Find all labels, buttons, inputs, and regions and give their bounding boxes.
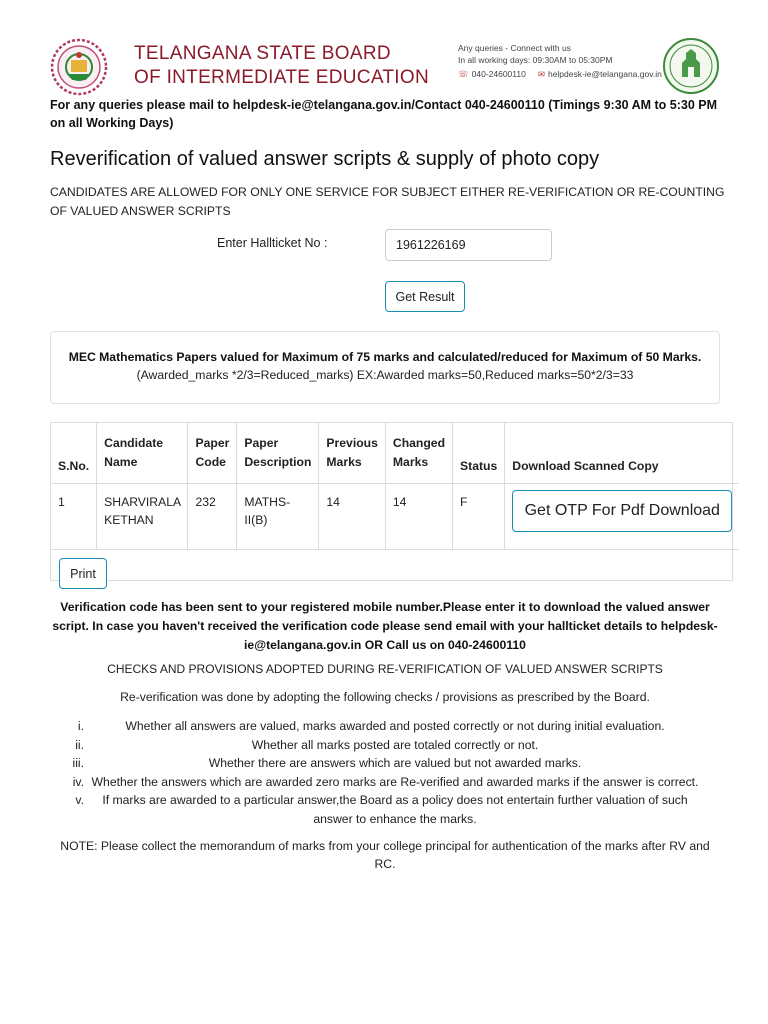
contact-title: Any queries - Connect with us — [458, 43, 571, 53]
cell-previous-marks: 14 — [319, 484, 385, 550]
col-header-candidate-name: Candidate Name — [97, 423, 188, 484]
list-item-number: v. — [75, 793, 84, 807]
cell-candidate-name: SHARVIRALA KETHAN — [97, 484, 188, 550]
print-row — [51, 550, 732, 596]
cell-paper-description: MATHS-II(B) — [237, 484, 319, 550]
get-otp-button[interactable]: Get OTP For Pdf Download — [512, 490, 732, 532]
mec-note-line2: (Awarded_marks *2/3=Reduced_marks) EX:Awarded marks=50,Reduced marks=50*2/3=33 — [136, 368, 634, 382]
list-item-number: iv. — [72, 774, 84, 789]
list-item — [50, 791, 720, 828]
checks-title: CHECKS AND PROVISIONS ADOPTED DURING RE-VERIFICATION OF VALUED ANSWER SCRIPTS — [107, 662, 663, 676]
hallticket-input[interactable] — [385, 229, 552, 261]
results-table-wrap — [50, 422, 733, 581]
contact-email[interactable]: ✉ helpdesk-ie@telangana.gov.in — [537, 69, 662, 79]
contact-hours: In all working days: 09:30AM to 05:30PM — [458, 55, 613, 65]
header-banner — [48, 36, 720, 98]
col-header-paper-code: Paper Code — [188, 423, 237, 484]
list-item-text: Whether there are answers which are valued but not awarded marks. — [208, 756, 582, 770]
verification-message: Verification code has been sent to your registered mobile number.Please enter it to download the valued answer script. In case you haven't received the verification code please send email with your hallticket details to helpdesk-ie@telangana.gov.in OR Call us on 040-24600110 — [52, 600, 718, 652]
page-title: Reverification of valued answer scripts & supply of photo copy — [50, 148, 600, 170]
board-name-line1: TELANGANA STATE BOARD — [134, 43, 391, 64]
list-item-text: Whether all marks posted are totaled correctly or not. — [251, 737, 539, 752]
mec-note-box — [50, 331, 720, 404]
cell-changed-marks: 14 — [385, 484, 452, 550]
results-table — [51, 423, 739, 550]
list-item — [50, 773, 720, 792]
allowed-notice: CANDIDATES ARE ALLOWED FOR ONLY ONE SERVICE FOR SUBJECT EITHER RE-VERIFICATION OR RE-COUNTING OF VALUED ANSWER SCRIPTS — [50, 185, 725, 218]
cell-sno: 1 — [51, 484, 97, 550]
tsbie-logo-icon — [50, 38, 108, 96]
mail-icon: ✉ — [537, 69, 545, 79]
get-result-button[interactable]: Get Result — [385, 281, 465, 312]
list-item — [50, 736, 720, 755]
board-name-line2: OF INTERMEDIATE EDUCATION — [134, 67, 429, 88]
telangana-govt-emblem-icon — [662, 37, 720, 95]
cell-status: F — [453, 484, 505, 550]
list-item-text: Whether all answers are valued, marks awarded and posted correctly or not during initial evaluation. — [125, 719, 665, 733]
col-header-download: Download Scanned Copy — [505, 423, 740, 484]
final-note: NOTE: Please collect the memorandum of marks from your college principal for authentication of the marks after RV and RC. — [60, 839, 710, 871]
list-item-number: iii. — [72, 756, 84, 770]
col-header-previous-marks: Previous Marks — [319, 423, 385, 484]
table-row — [51, 484, 739, 550]
col-header-paper-description: Paper Description — [237, 423, 319, 484]
list-item-text: If marks are awarded to a particular answer,the Board as a policy does not entertain further valuation of such answer to enhance the marks. — [102, 793, 688, 826]
table-header-row — [51, 423, 739, 484]
phone-icon: ☏ — [458, 69, 469, 79]
hallticket-label: Enter Hallticket No : — [217, 236, 328, 250]
list-item-number: ii. — [75, 737, 84, 752]
cell-paper-code: 232 — [188, 484, 237, 550]
cell-download — [505, 484, 740, 550]
list-item — [50, 754, 720, 773]
contact-phone[interactable]: ☏ 040-24600110 — [458, 69, 526, 79]
col-header-status: Status — [453, 423, 505, 484]
board-name — [134, 42, 429, 90]
list-item-text: Whether the answers which are awarded zero marks are Re-verified and awarded marks if the answer is correct. — [91, 774, 699, 789]
checks-intro: Re-verification was done by adopting the following checks / provisions as prescribed by the Board. — [120, 690, 650, 704]
checks-list — [50, 717, 720, 828]
col-header-sno: S.No. — [51, 423, 97, 484]
list-item — [50, 717, 720, 736]
query-contact-line: For any queries please mail to helpdesk-ie@telangana.gov.in/Contact 040-24600110 (Timings 9:30 AM to 5:30 PM on all Working Days) — [50, 98, 718, 130]
col-header-changed-marks: Changed Marks — [385, 423, 452, 484]
list-item-number: i. — [77, 719, 84, 733]
contact-box — [458, 42, 662, 80]
print-button[interactable]: Print — [59, 558, 107, 589]
mec-note-line1: MEC Mathematics Papers valued for Maximum of 75 marks and calculated/reduced for Maximum of 50 Marks. — [68, 350, 702, 364]
